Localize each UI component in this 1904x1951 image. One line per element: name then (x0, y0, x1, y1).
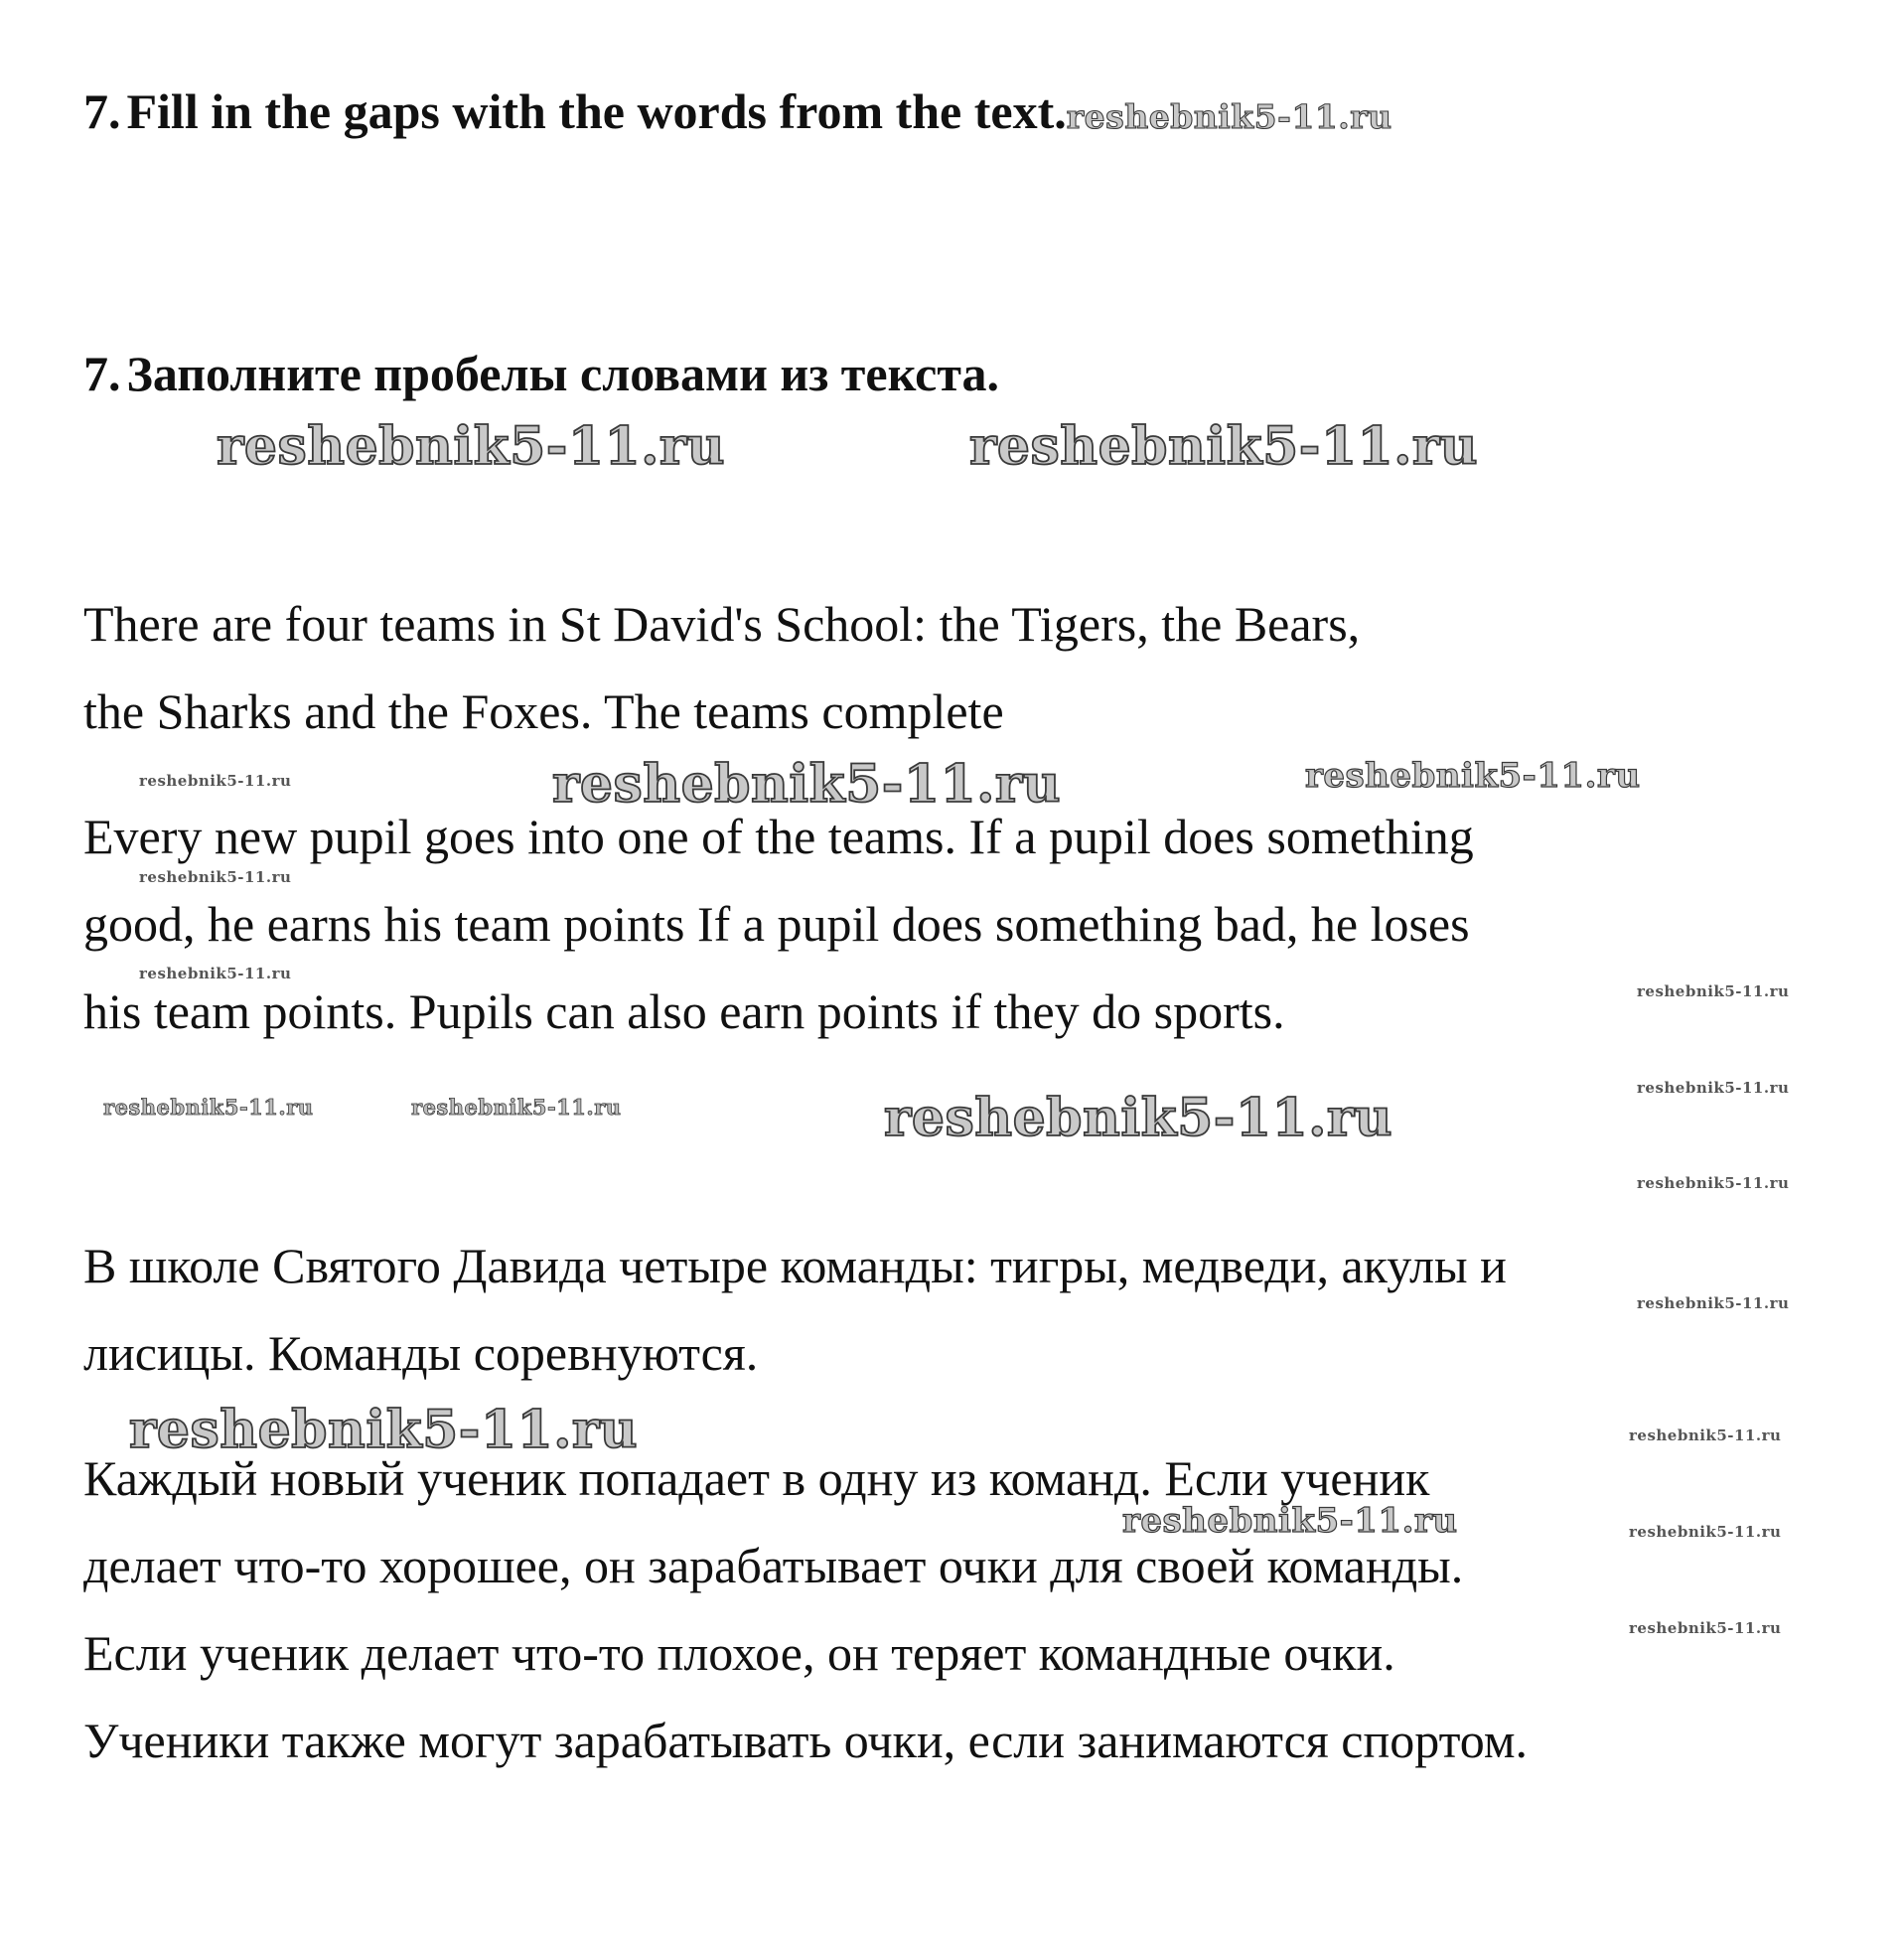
watermark: reshebnik5-11.ru (1066, 97, 1392, 136)
watermark: reshebnik5-11.ru (129, 1400, 639, 1460)
watermark: reshebnik5-11.ru (1637, 1294, 1790, 1312)
watermark: reshebnik5-11.ru (884, 1088, 1393, 1148)
text-ru-line-4: делает что-то хорошее, он зарабатывает очки для своей команды. (83, 1538, 1464, 1593)
task-title-en: Fill in the gaps with the words from the text. (126, 83, 1067, 139)
text-en-line-2: the Sharks and the Foxes. The teams complete (83, 683, 1004, 739)
text-ru-line-2: лисицы. Команды соревнуются. (83, 1325, 759, 1381)
watermark: reshebnik5-11.ru (1637, 1174, 1790, 1192)
watermark: reshebnik5-11.ru (1637, 982, 1790, 1000)
task-title-ru: Заполните пробелы словами из текста. (126, 346, 999, 401)
watermark: reshebnik5-11.ru (1629, 1523, 1782, 1541)
watermark: reshebnik5-11.ru (1122, 1501, 1458, 1541)
watermark: reshebnik5-11.ru (552, 754, 1062, 815)
text-en-line-4: good, he earns his team points If a pupil does something bad, he loses (83, 896, 1470, 952)
text-ru-line-1: В школе Святого Давида четыре команды: тигры, медведи, акулы и (83, 1238, 1507, 1293)
watermark: reshebnik5-11.ru (1637, 1079, 1790, 1097)
text-ru-line-3: Каждый новый ученик попадает в одну из команд. Если ученик (83, 1450, 1430, 1506)
text-en-line-5: his team points. Pupils can also earn points if they do sports. (83, 983, 1285, 1039)
watermark: reshebnik5-11.ru (139, 868, 292, 886)
watermark: reshebnik5-11.ru (411, 1095, 622, 1120)
watermark: reshebnik5-11.ru (969, 416, 1479, 477)
task-number-en: 7. (83, 83, 121, 139)
task-number-ru: 7. (83, 346, 121, 401)
task-heading-ru (83, 344, 999, 403)
text-ru-line-5: Если ученик делает что-то плохое, он теряет командные очки. (83, 1625, 1395, 1681)
task-heading-en (83, 81, 1392, 141)
watermark: reshebnik5-11.ru (139, 772, 292, 790)
watermark: reshebnik5-11.ru (1305, 756, 1641, 796)
watermark: reshebnik5-11.ru (1629, 1619, 1782, 1637)
watermark: reshebnik5-11.ru (139, 965, 292, 982)
watermark: reshebnik5-11.ru (1629, 1426, 1782, 1444)
text-en-line-1: There are four teams in St David's School: the Tigers, the Bears, (83, 596, 1361, 652)
watermark: reshebnik5-11.ru (217, 416, 726, 477)
watermark: reshebnik5-11.ru (103, 1095, 314, 1120)
text-ru-line-6: Ученики также могут зарабатывать очки, если занимаются спортом. (83, 1713, 1528, 1768)
text-en-line-3: Every new pupil goes into one of the teams. If a pupil does something (83, 809, 1474, 864)
